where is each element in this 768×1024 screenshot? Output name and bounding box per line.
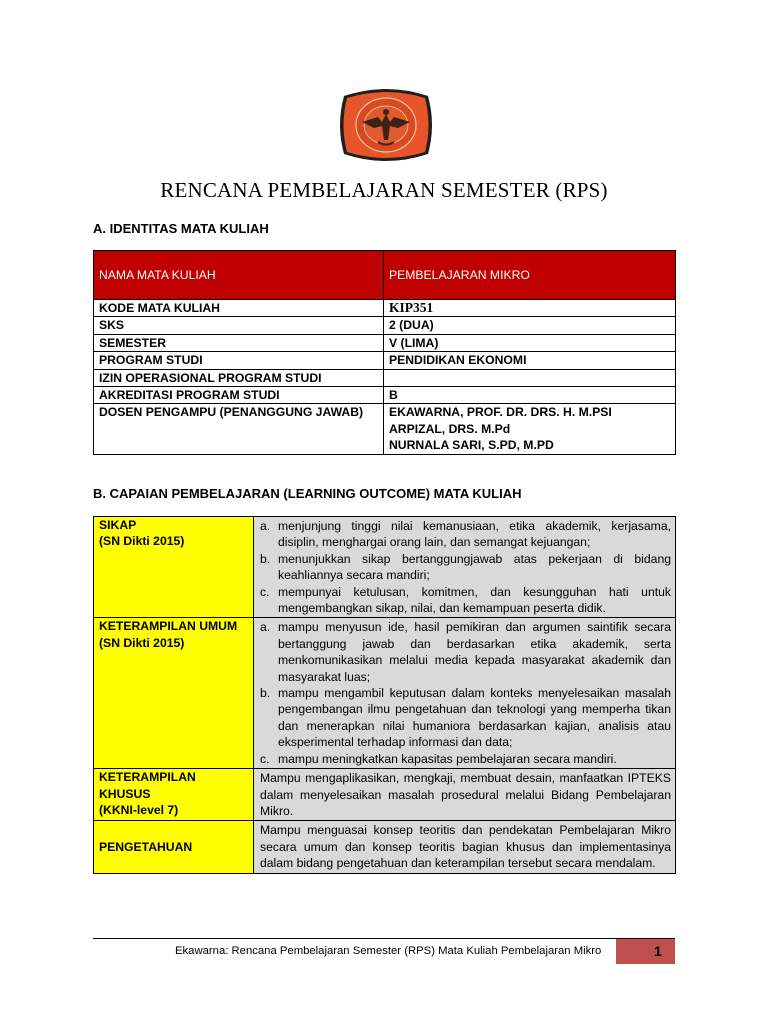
category-subtitle: (SN Dikti 2015) [99, 635, 185, 650]
lecturer-1: EKAWARNA, PROF. DR. DRS. H. M.PSI [389, 405, 612, 420]
section-b-heading: B. CAPAIAN PEMBELAJARAN (LEARNING OUTCOME) MATA KULIAH [93, 486, 522, 501]
item-text: mempunyai ketulusan, komitmen, dan kesungguhan hati untuk mengembangkan sikap, nilai, dan kemampuan peserta didik. [278, 584, 671, 616]
category-title: KETERAMPILAN KHUSUS [99, 770, 196, 801]
section-a-heading: A. IDENTITAS MATA KULIAH [93, 221, 269, 236]
document-title: RENCANA PEMBELAJARAN SEMESTER (RPS) [160, 178, 608, 202]
table-row [94, 404, 676, 454]
identity-table [93, 250, 676, 455]
list-item [260, 551, 671, 584]
item-marker: c. [260, 584, 270, 599]
description-cell: Mampu menguasai konsep teoritis dan pendekatan Pembelajaran Mikro secara umum dan konsep teoritis bagian khusus dan implementasinya dalam bidang pengetahuan dan keterampilan tersebut secara mendalam. [254, 821, 676, 873]
list-item [260, 619, 671, 685]
row-label: AKREDITASI PROGRAM STUDI [94, 387, 384, 404]
university-logo [338, 84, 434, 166]
row-value [384, 404, 676, 454]
lecturer-3: NURNALA SARI, S.PD, M.PD [389, 438, 554, 453]
outcome-row-sikap [94, 517, 676, 618]
row-label: SKS [94, 317, 384, 334]
row-value: V (LIMA) [384, 334, 676, 351]
category-title: KETERAMPILAN UMUM [99, 619, 238, 634]
page-number-box [616, 939, 675, 964]
page-number: 1 [654, 943, 662, 959]
table-row [94, 334, 676, 351]
row-label: SEMESTER [94, 334, 384, 351]
row-value: B [384, 387, 676, 404]
footer-divider [93, 938, 675, 939]
category-cell [94, 618, 254, 769]
item-text: mampu meningkatkan kapasitas pembelajaran secara mandiri. [278, 751, 617, 766]
list-item [260, 685, 671, 751]
table-row [94, 387, 676, 404]
category-cell [94, 517, 254, 618]
description-cell [254, 618, 676, 769]
header-value: PEMBELAJARAN MIKRO [384, 251, 676, 300]
table-row [94, 300, 676, 317]
item-marker: b. [260, 686, 271, 701]
category-cell [94, 821, 254, 873]
learning-outcome-table [93, 516, 676, 874]
list-item [260, 751, 671, 767]
table-row [94, 352, 676, 369]
list-item [260, 518, 671, 551]
description-cell: Mampu mengaplikasikan, mengkaji, membuat desain, manfaatkan IPTEKS dalam menyelesaikan masalah prosedural melalui Bidang Pembelajaran Mikro. [254, 769, 676, 821]
item-marker: a. [260, 620, 271, 635]
item-text: mampu menyusun ide, hasil pemikiran dan argumen saintifik secara bertanggung jawab dan berdasarkan etika akademik, serta menkomunikasikan melalui media kepada masyarakat akademik dan masyarakat luas; [278, 620, 671, 684]
item-marker: b. [260, 551, 271, 566]
lecturer-2: ARPIZAL, DRS. M.Pd [389, 421, 511, 436]
header-label: NAMA MATA KULIAH [94, 251, 384, 300]
category-subtitle: (SN Dikti 2015) [99, 534, 185, 549]
outcome-row-keterampilan-khusus [94, 769, 676, 821]
item-text: mampu mengambil keputusan dalam konteks menyelesaikan masalah pengembangan ilmu pengetahuan dan teknologi yang memperha tikan dan menerapkan nilai humaniora berdasarkan kajian, analisis atau eksperimental terhadap informasi dan data; [278, 686, 671, 750]
item-text: menjunjung tinggi nilai kemanusiaan, etika akademik, kerjasama, disiplin, menghargai orang lain, dan semangat kejuangan; [278, 519, 671, 550]
row-value: PENDIDIKAN EKONOMI [384, 352, 676, 369]
category-subtitle: (KKNI-level 7) [99, 802, 179, 817]
item-marker: c. [260, 751, 270, 766]
identity-header-row [94, 251, 676, 300]
item-marker: a. [260, 519, 271, 533]
outcome-row-keterampilan-umum [94, 618, 676, 769]
row-label: PROGRAM STUDI [94, 352, 384, 369]
row-label: KODE MATA KULIAH [94, 300, 384, 317]
row-label: DOSEN PENGAMPU (PENANGGUNG JAWAB) [94, 404, 384, 454]
list-item [260, 584, 671, 617]
footer-text: Ekawarna: Rencana Pembelajaran Semester (RPS) Mata Kuliah Pembelajaran Mikro [175, 945, 602, 957]
table-row [94, 317, 676, 334]
row-value: 2 (DUA) [384, 317, 676, 334]
category-cell [94, 769, 254, 821]
category-title: PENGETAHUAN [99, 839, 193, 854]
item-text: menunjukkan sikap bertanggungjawab atas pekerjaan di bidang keahliannya secara mandiri; [278, 551, 671, 583]
row-label: IZIN OPERASIONAL PROGRAM STUDI [94, 369, 384, 386]
row-value: KIP351 [384, 300, 676, 317]
row-value [384, 369, 676, 386]
category-title: SIKAP [99, 518, 137, 532]
outcome-row-pengetahuan [94, 821, 676, 873]
table-row [94, 369, 676, 386]
description-cell [254, 517, 676, 618]
